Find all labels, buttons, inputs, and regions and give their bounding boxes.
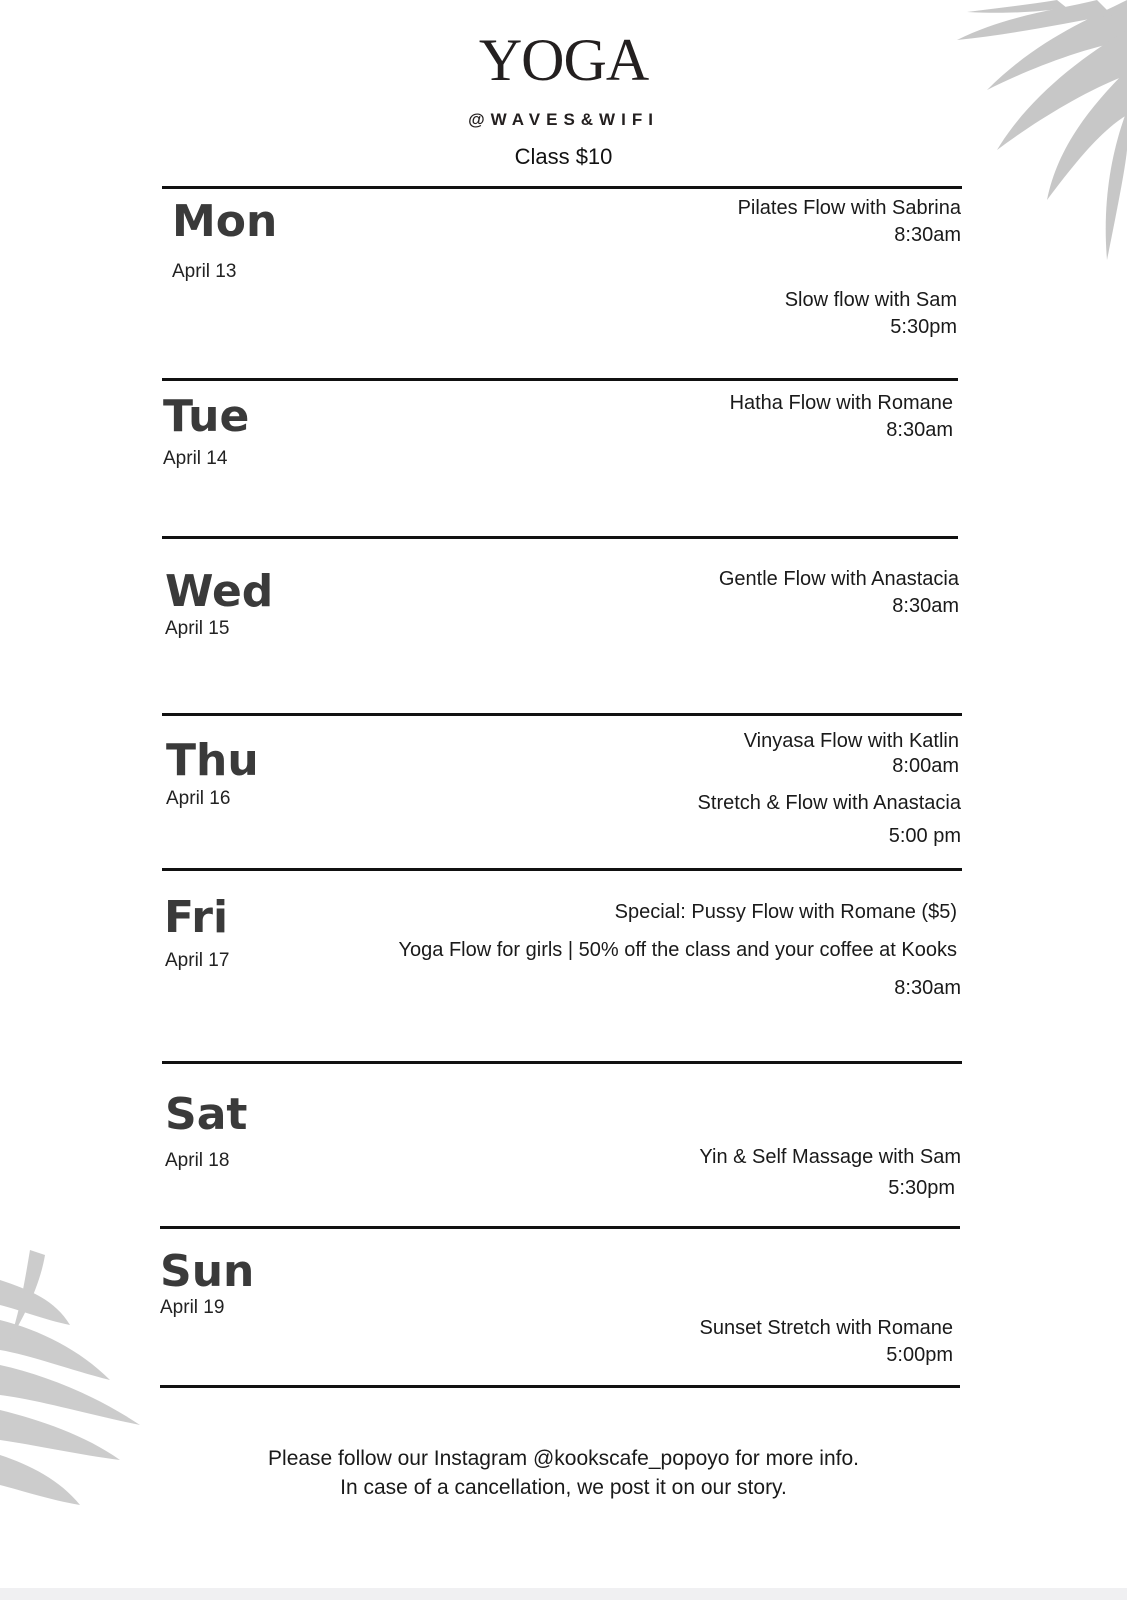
class-title: Gentle Flow with Anastacia — [718, 568, 959, 590]
class-title: Sunset Stretch with Romane — [699, 1317, 953, 1339]
class-title: Special: Pussy Flow with Romane ($5) — [614, 901, 957, 923]
section-divider — [162, 536, 958, 539]
day-date: April 16 — [166, 788, 231, 809]
class-price: Class $10 — [514, 144, 613, 169]
class-title: Hatha Flow with Romane — [729, 392, 953, 414]
class-entry — [785, 287, 957, 341]
day-date: April 19 — [160, 1297, 225, 1318]
page-bottom-edge — [0, 1588, 1127, 1600]
class-entry — [699, 1142, 961, 1204]
class-time: 8:30am — [894, 224, 961, 246]
section-divider — [160, 1385, 960, 1388]
header — [0, 27, 1127, 170]
day-name: Fri — [164, 892, 229, 943]
day-name: Wed — [165, 566, 274, 617]
class-title: Pilates Flow with Sabrina — [737, 197, 961, 219]
class-title: Stretch & Flow with Anastacia — [697, 792, 961, 814]
class-entry — [738, 195, 961, 249]
class-title: Slow flow with Sam — [784, 289, 957, 311]
class-time: 5:00pm — [886, 1344, 953, 1366]
footer-note — [0, 1444, 1127, 1502]
footer-line: Please follow our Instagram @kookscafe_popoyo for more info. — [268, 1447, 859, 1470]
class-entry — [399, 893, 961, 1007]
class-time: 5:30pm — [888, 1177, 955, 1199]
day-name: Mon — [172, 196, 278, 247]
class-time: 8:30am — [894, 977, 961, 999]
day-name: Thu — [166, 735, 259, 786]
class-title: Vinyasa Flow with Katlin — [743, 730, 959, 752]
class-entry — [744, 729, 959, 779]
day-date: April 13 — [172, 261, 237, 282]
section-divider — [162, 186, 962, 189]
day-name: Sun — [160, 1246, 255, 1297]
class-time: 5:30pm — [890, 316, 957, 338]
day-date: April 17 — [165, 950, 230, 971]
section-divider — [162, 378, 958, 381]
class-entry — [719, 566, 959, 620]
brand-handle: @WAVES&WIFI — [468, 110, 659, 129]
class-time: 8:30am — [892, 595, 959, 617]
brand-title: YOGA — [478, 27, 649, 93]
class-entry — [700, 1315, 953, 1369]
section-divider — [162, 1061, 962, 1064]
day-date: April 14 — [163, 448, 228, 469]
class-title: Yin & Self Massage with Sam — [699, 1146, 961, 1168]
footer-line: In case of a cancellation, we post it on our story. — [340, 1476, 787, 1499]
class-time: 5:00 pm — [888, 825, 961, 847]
class-time: 8:00am — [892, 755, 959, 777]
class-subtitle: Yoga Flow for girls | 50% off the class and your coffee at Kooks — [398, 939, 957, 961]
class-entry — [730, 390, 953, 444]
class-time: 8:30am — [886, 419, 953, 441]
day-date: April 15 — [165, 618, 230, 639]
section-divider — [160, 1226, 960, 1229]
section-divider — [162, 713, 962, 716]
section-divider — [162, 868, 962, 871]
day-date: April 18 — [165, 1150, 230, 1171]
class-entry — [698, 787, 961, 853]
day-name: Sat — [165, 1089, 248, 1140]
day-name: Tue — [163, 391, 250, 442]
